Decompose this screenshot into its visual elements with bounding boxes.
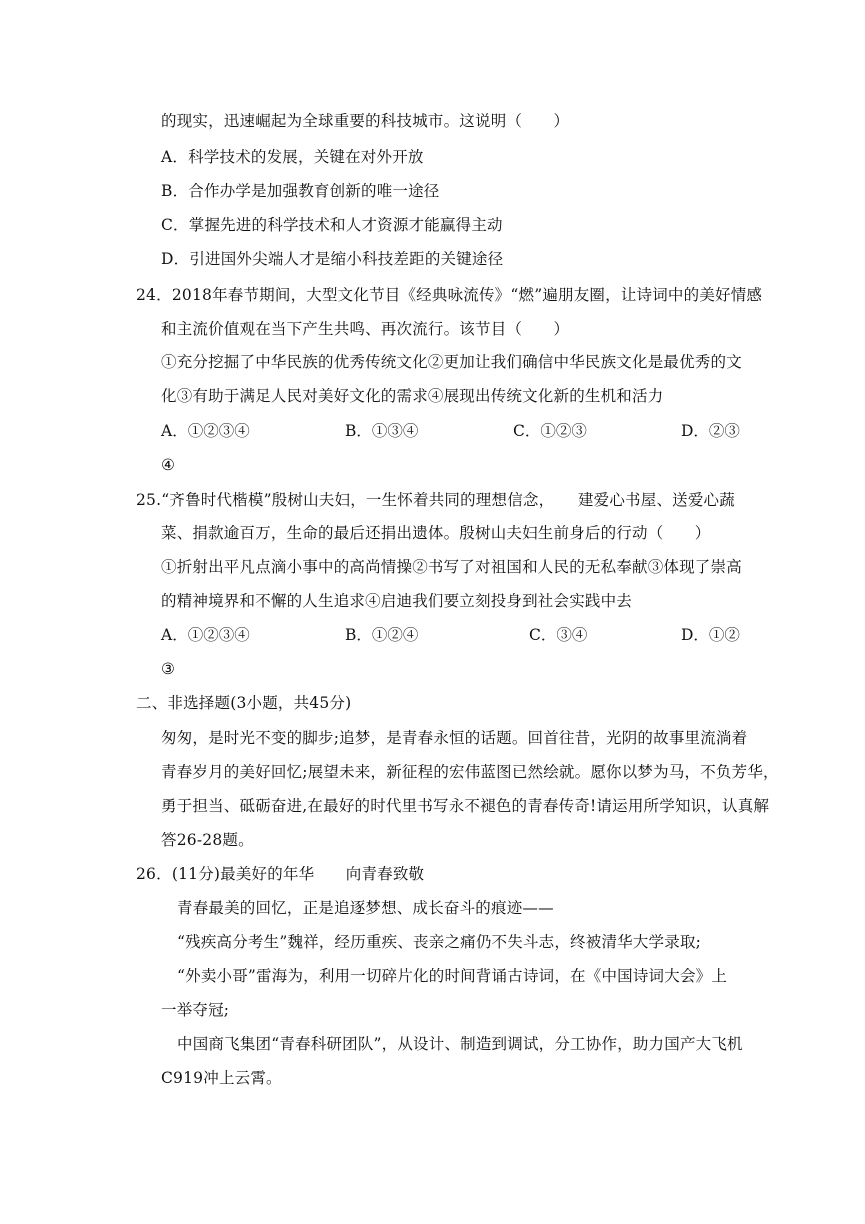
q24-statements-line1: ①充分挖掘了中华民族的优秀传统文化②更加让我们确信中华民族文化是最优秀的文	[161, 353, 742, 371]
section2-intro-line1: 匆匆，是时光不变的脚步;追梦，是青春永恒的话题。回首往昔，光阴的故事里流淌着	[161, 729, 748, 747]
q25-option-d-wrap: ③	[161, 660, 175, 678]
q24-option-a: A．①②③④	[161, 422, 250, 440]
q26-title: 26．(11分)最美好的年华 向青春致敬	[136, 865, 425, 883]
q26-line3: “外卖小哥”雷海为，利用一切碎片化的时间背诵古诗词，在《中国诗词大会》上	[177, 967, 728, 985]
q26-line5: 中国商飞集团“青春科研团队”，从设计、制造到调试，分工协作，助力国产大飞机	[177, 1035, 743, 1053]
q25-option-c: C．③④	[529, 626, 588, 644]
q24-option-b: B．①③④	[345, 422, 419, 440]
q23-option-d: D．引进国外尖端人才是缩小科技差距的关键途径	[161, 250, 504, 268]
q24-option-c: C．①②③	[513, 422, 587, 440]
q24-stem-line2: 和主流价值观在当下产生共鸣、再次流行。该节目（ ）	[161, 320, 570, 338]
q25-stem-line1: 25.“齐鲁时代楷模”殷树山夫妇，一生怀着共同的理想信念， 建爱心书屋、送爱心蔬	[136, 491, 735, 509]
q25-option-a: A．①②③④	[161, 626, 250, 644]
q26-line1: 青春最美的回忆，正是追逐梦想、成长奋斗的痕迹——	[177, 899, 554, 917]
q23-option-c: C．掌握先进的科学技术和人才资源才能赢得主动	[161, 216, 503, 234]
q25-option-d: D．①②	[681, 626, 740, 644]
q23-option-b: B．合作办学是加强教育创新的唯一途径	[161, 182, 440, 200]
q24-option-d: D．②③	[681, 422, 740, 440]
q26-line2: “残疾高分考生”魏祥，经历重疾、丧亲之痛仍不失斗志，终被清华大学录取;	[177, 933, 702, 951]
q25-statements-line2: 的精神境界和不懈的人生追求④启迪我们要立刻投身到社会实践中去	[161, 592, 633, 610]
q24-option-d-wrap: ④	[161, 456, 175, 474]
q23-option-a: A．科学技术的发展，关键在对外开放	[161, 148, 424, 166]
section2-intro-line4: 答26-28题。	[161, 831, 254, 849]
q26-line4: 一举夺冠;	[161, 1001, 230, 1019]
section2-intro-line3: 勇于担当、砥砺奋进,在最好的时代里书写永不褪色的青春传奇!请运用所学知识，认真解	[161, 797, 770, 815]
q26-line6: C919冲上云霄。	[161, 1069, 282, 1087]
section2-heading: 二、非选择题(3小题，共45分)	[136, 694, 352, 712]
q24-stem-line1: 24．2018年春节期间，大型文化节目《经典咏流传》“燃”遍朋友圈，让诗词中的美好情感	[136, 286, 763, 304]
q23-stem-tail: 的现实，迅速崛起为全球重要的科技城市。这说明（ ）	[161, 112, 570, 130]
q24-statements-line2: 化③有助于满足人民对美好文化的需求④展现出传统文化新的生机和活力	[161, 387, 664, 405]
q25-stem-line2: 菜、捐款逾百万，生命的最后还捐出遗体。殷树山夫妇生前身后的行动（ ）	[161, 524, 711, 542]
section2-intro-line2: 青春岁月的美好回忆;展望未来，新征程的宏伟蓝图已然绘就。愿你以梦为马，不负芳华，	[161, 763, 779, 781]
q25-option-b: B．①②④	[345, 626, 419, 644]
q25-statements-line1: ①折射出平凡点滴小事中的高尚情操②书写了对祖国和人民的无私奉献③体现了崇高	[161, 558, 742, 576]
